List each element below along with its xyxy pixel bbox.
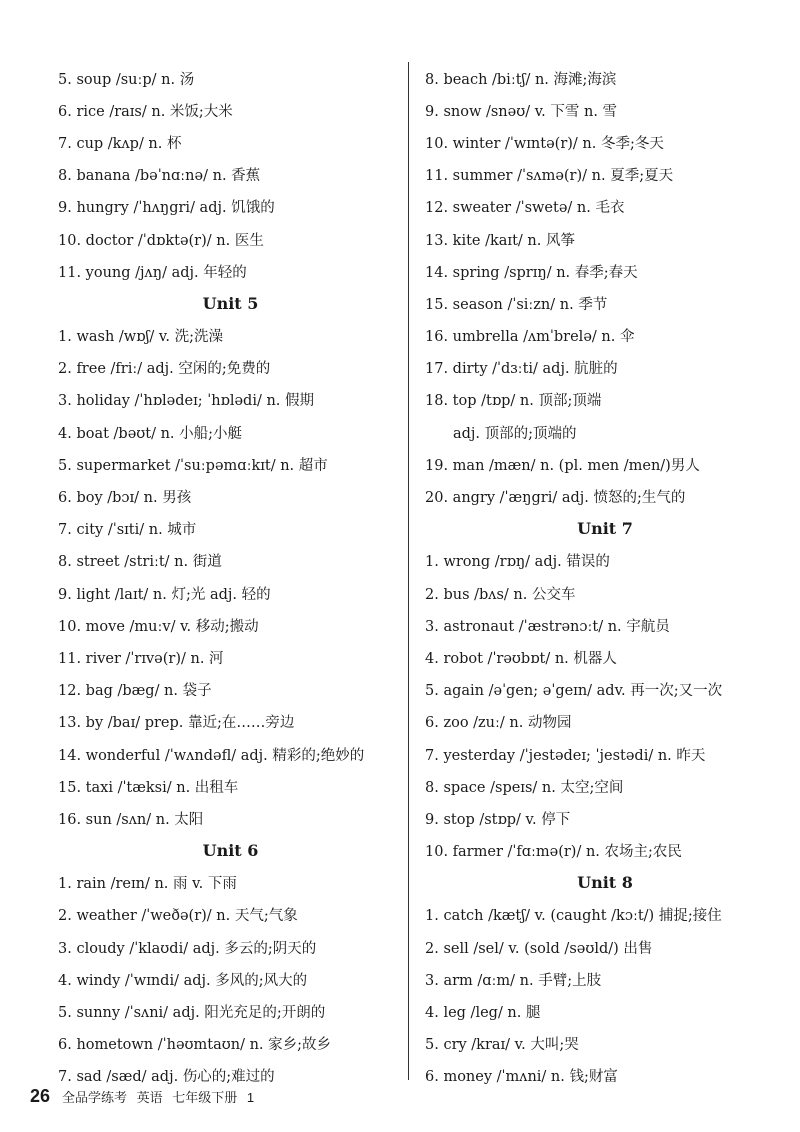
- vocab-entry: 4. windy /ˈwɪndi/ adj. 多风的;风大的: [58, 972, 308, 989]
- vocab-entry: 7. sad /sæd/ adj. 伤心的;难过的: [58, 1069, 275, 1086]
- vocab-entry: 2. bus /bʌs/ n. 公交车: [425, 586, 576, 603]
- vocab-entry: 6. zoo /zuː/ n. 动物园: [425, 715, 572, 732]
- book-title: 全品学练考 英语 七年级下册 1: [62, 1090, 255, 1105]
- vocab-entry: 13. kite /kaɪt/ n. 风筝: [425, 232, 575, 249]
- vocab-entry: 14. spring /sprɪŋ/ n. 春季;春天: [425, 264, 638, 281]
- left-column: [58, 62, 403, 1092]
- vocab-entry: 8. space /speɪs/ n. 太空;空间: [425, 779, 624, 796]
- vocab-entry: 7. cup /kʌp/ n. 杯: [58, 135, 182, 152]
- vocab-entry: 18. top /tɒp/ n. 顶部;顶端: [425, 393, 602, 410]
- vocab-entry: 9. hungry /ˈhʌŋgri/ adj. 饥饿的: [58, 200, 275, 217]
- vocab-entry: 15. taxi /ˈtæksi/ n. 出租车: [58, 779, 239, 796]
- right-column: [425, 62, 785, 1092]
- vocab-entry: 6. rice /raɪs/ n. 米饭;大米: [58, 103, 233, 120]
- vocab-entry: 19. man /mæn/ n. (pl. men /men/)男人: [425, 457, 700, 474]
- vocab-entry: 1. catch /kætʃ/ v. (caught /kɔːt/) 捕捉;接住: [425, 908, 722, 925]
- vocab-entry: 9. snow /snəʊ/ v. 下雪 n. 雪: [425, 103, 618, 120]
- vocab-entry: 4. boat /bəʊt/ n. 小船;小艇: [58, 425, 243, 442]
- unit-heading: Unit 6: [202, 841, 259, 861]
- vocab-entry: 4. leg /leg/ n. 腿: [425, 1005, 541, 1022]
- vocab-entry: 13. by /baɪ/ prep. 靠近;在……旁边: [58, 715, 295, 732]
- vocab-entry: 4. robot /ˈrəʊbɒt/ n. 机器人: [425, 650, 617, 667]
- vocab-entry-continuation: adj. 顶部的;顶端的: [453, 425, 577, 442]
- vocab-entry: 6. boy /bɔɪ/ n. 男孩: [58, 490, 192, 507]
- vocab-entry: 10. doctor /ˈdɒktə(r)/ n. 医生: [58, 232, 264, 249]
- vocab-entry: 5. again /əˈgen; əˈgeɪn/ adv. 再一次;又一次: [425, 683, 723, 700]
- vocab-entry: 16. sun /sʌn/ n. 太阳: [58, 811, 204, 828]
- vocab-entry: 6. money /ˈmʌni/ n. 钱;财富: [425, 1069, 618, 1086]
- vocab-entry: 5. supermarket /ˈsuːpəmɑːkɪt/ n. 超市: [58, 457, 328, 474]
- vocab-entry: 1. rain /reɪn/ n. 雨 v. 下雨: [58, 876, 237, 893]
- page-footer: [30, 1086, 254, 1107]
- vocab-entry: 8. banana /bəˈnɑːnə/ n. 香蕉: [58, 168, 261, 185]
- vocab-entry: 14. wonderful /ˈwʌndəfl/ adj. 精彩的;绝妙的: [58, 747, 365, 764]
- vocab-entry: 15. season /ˈsiːzn/ n. 季节: [425, 296, 608, 313]
- vocab-entry: 3. astronaut /ˈæstrənɔːt/ n. 宇航员: [425, 618, 670, 635]
- vocab-entry: 9. light /laɪt/ n. 灯;光 adj. 轻的: [58, 586, 271, 603]
- vocab-entry: 2. sell /sel/ v. (sold /səʊld/) 出售: [425, 940, 653, 957]
- vocab-entry: 12. bag /bæg/ n. 袋子: [58, 683, 212, 700]
- vocab-entry: 6. hometown /ˈhəʊmtaʊn/ n. 家乡;故乡: [58, 1037, 332, 1054]
- vocab-entry: 3. cloudy /ˈklaʊdi/ adj. 多云的;阴天的: [58, 940, 317, 957]
- vocab-entry: 8. beach /biːtʃ/ n. 海滩;海滨: [425, 71, 617, 88]
- vocab-entry: 17. dirty /ˈdɜːti/ adj. 肮脏的: [425, 361, 618, 378]
- vocab-entry: 2. free /friː/ adj. 空闲的;免费的: [58, 361, 271, 378]
- vocab-entry: 16. umbrella /ʌmˈbrelə/ n. 伞: [425, 329, 635, 346]
- vocab-entry: 12. sweater /ˈswetə/ n. 毛衣: [425, 200, 625, 217]
- vocab-entry: 11. summer /ˈsʌmə(r)/ n. 夏季;夏天: [425, 168, 674, 185]
- vocab-entry: 9. stop /stɒp/ v. 停下: [425, 811, 571, 828]
- vocab-entry: 10. winter /ˈwɪntə(r)/ n. 冬季;冬天: [425, 135, 664, 152]
- vocab-entry: 3. holiday /ˈhɒlədeɪ; ˈhɒlədi/ n. 假期: [58, 393, 315, 410]
- unit-heading: Unit 8: [577, 873, 633, 893]
- vocab-entry: 5. soup /suːp/ n. 汤: [58, 71, 195, 88]
- vocab-entry: 20. angry /ˈæŋgri/ adj. 愤怒的;生气的: [425, 490, 686, 507]
- vocab-entry: 1. wrong /rɒŋ/ adj. 错误的: [425, 554, 610, 571]
- vocab-entry: 10. move /muːv/ v. 移动;搬动: [58, 618, 259, 635]
- vocab-entry: 10. farmer /ˈfɑːmə(r)/ n. 农场主;农民: [425, 844, 682, 861]
- vocab-entry: 2. weather /ˈweðə(r)/ n. 天气;气象: [58, 908, 298, 925]
- page-number: 26: [30, 1086, 51, 1106]
- vocab-entry: 11. young /jʌŋ/ adj. 年轻的: [58, 264, 247, 281]
- column-divider: [408, 62, 409, 1080]
- vocab-entry: 3. arm /ɑːm/ n. 手臂;上肢: [425, 972, 602, 989]
- vocab-entry: 7. yesterday /ˈjestədeɪ; ˈjestədi/ n. 昨天: [425, 747, 706, 764]
- vocab-entry: 5. sunny /ˈsʌni/ adj. 阳光充足的;开朗的: [58, 1005, 326, 1022]
- unit-heading: Unit 5: [202, 293, 259, 313]
- vocab-entry: 8. street /striːt/ n. 街道: [58, 554, 222, 571]
- vocab-entry: 5. cry /kraɪ/ v. 大叫;哭: [425, 1037, 579, 1054]
- unit-heading: Unit 7: [577, 519, 633, 539]
- vocab-entry: 1. wash /wɒʃ/ v. 洗;洗澡: [58, 329, 223, 346]
- vocab-entry: 11. river /ˈrɪvə(r)/ n. 河: [58, 650, 224, 667]
- vocab-entry: 7. city /ˈsɪti/ n. 城市: [58, 522, 197, 539]
